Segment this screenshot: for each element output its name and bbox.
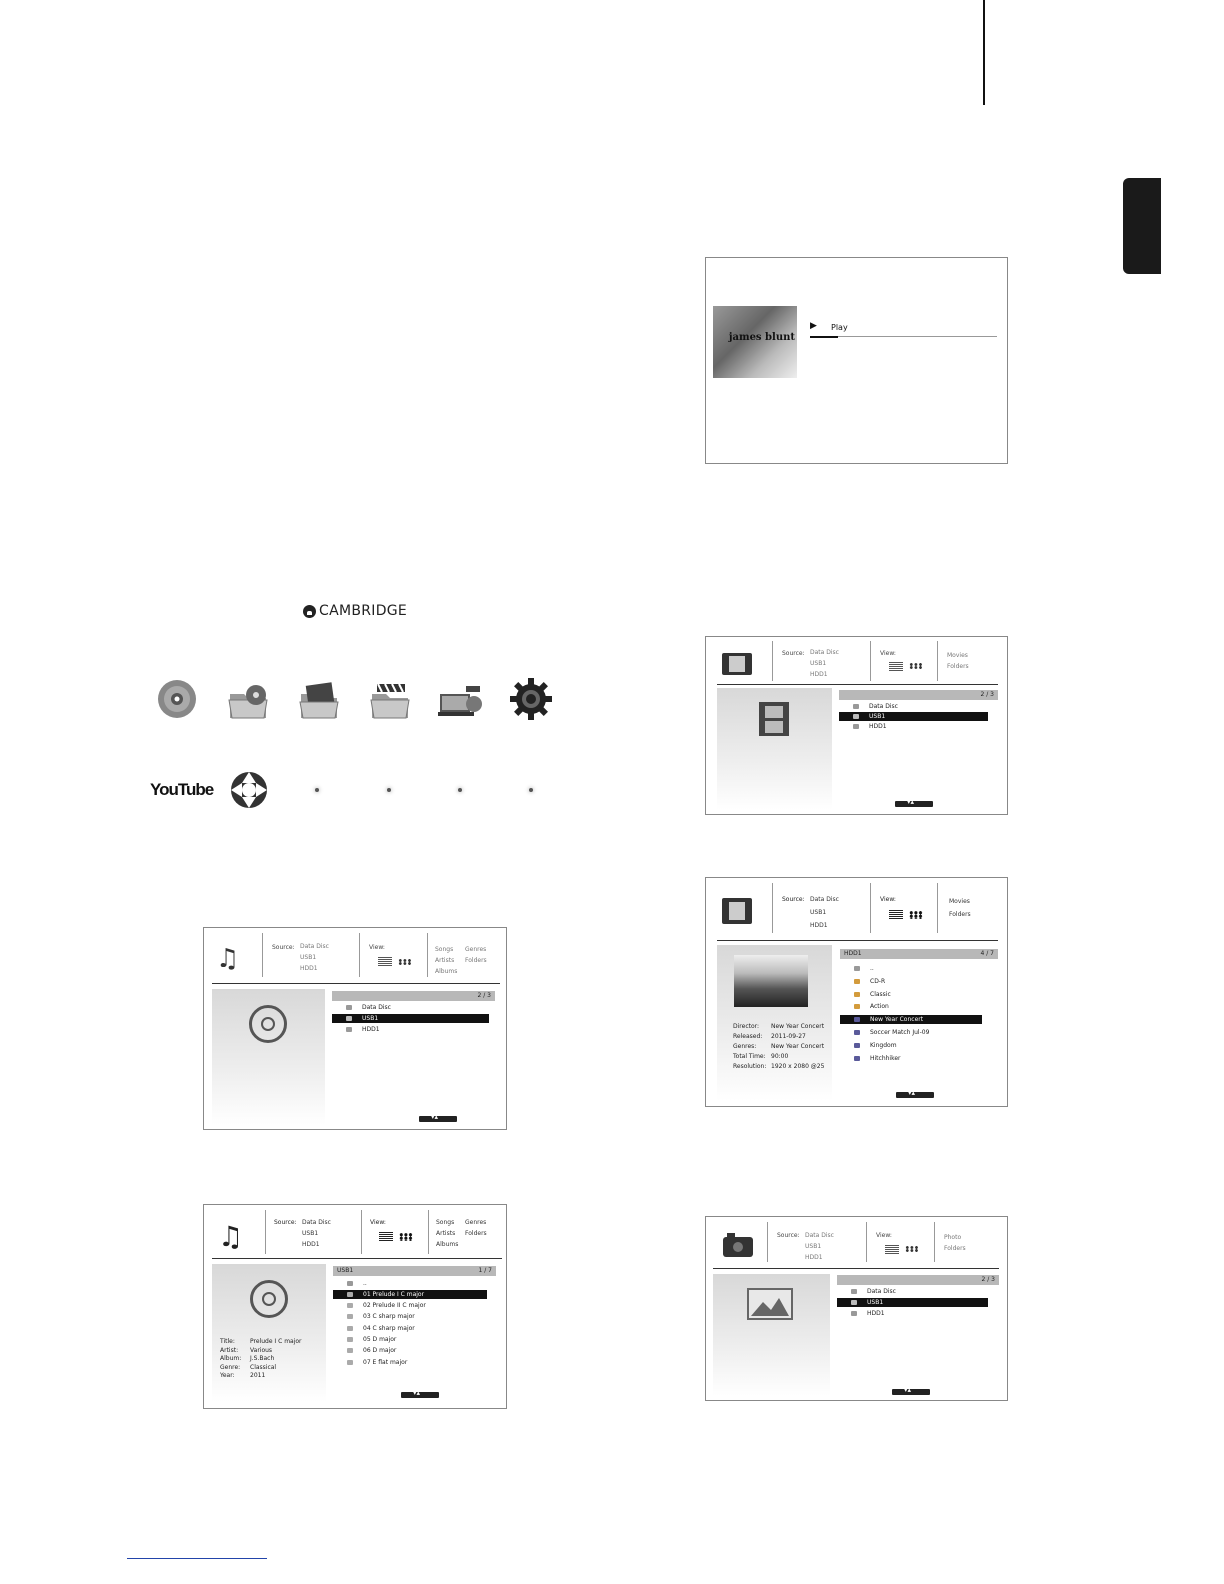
meta-value: Various	[250, 1346, 273, 1354]
source-option[interactable]: USB1	[300, 954, 317, 961]
list-item[interactable]: Data Disc	[332, 1003, 489, 1012]
movie-folder-icon[interactable]	[368, 676, 414, 722]
list-header	[332, 991, 495, 1001]
scroll-button[interactable]	[401, 1392, 439, 1398]
section-tab	[1123, 178, 1161, 274]
source-option[interactable]: Data Disc	[300, 943, 329, 950]
grid-view-icon[interactable]	[398, 959, 412, 965]
footer-rule	[127, 1558, 267, 1559]
list-item[interactable]: ..	[333, 1279, 487, 1288]
film-icon	[722, 653, 752, 675]
music-file-icon	[347, 1326, 353, 1331]
list-title: USB1	[337, 1267, 354, 1274]
list-item[interactable]: 06 D major	[333, 1346, 487, 1355]
list-item[interactable]: Classic	[840, 990, 982, 999]
meta-value: 90:00	[771, 1053, 789, 1060]
item-count: 2 / 3	[981, 1276, 995, 1283]
item-count: 1 / 7	[478, 1267, 492, 1274]
filter-option[interactable]: Folders	[944, 1245, 966, 1252]
music-file-icon	[347, 1303, 353, 1308]
view-label: View:	[369, 944, 385, 951]
network-media-icon[interactable]	[436, 676, 482, 722]
grid-view-icon[interactable]	[399, 1233, 413, 1241]
empty-slot-dot	[387, 788, 391, 792]
meta-value: New Year Concert	[771, 1043, 825, 1050]
meta-key: Genres:	[733, 1043, 757, 1050]
preview-panel	[717, 688, 832, 810]
source-option[interactable]: HDD1	[810, 671, 828, 678]
list-header	[837, 1275, 999, 1285]
list-view-icon[interactable]	[379, 1232, 393, 1241]
scroll-button[interactable]	[896, 1092, 934, 1098]
play-underline	[810, 336, 997, 337]
source-option[interactable]: Data Disc	[810, 896, 839, 903]
filter-option[interactable]: Genres	[465, 1219, 487, 1226]
folder-icon	[854, 992, 860, 997]
music-source-screen	[203, 927, 507, 1130]
list-item[interactable]: ..	[840, 964, 982, 973]
list-view-icon[interactable]	[889, 662, 903, 671]
preview-panel	[713, 1274, 830, 1396]
list-item[interactable]: Soccer Match Jul-09	[840, 1028, 982, 1037]
cambridge-logo	[303, 603, 407, 619]
movie-file-icon	[854, 1056, 860, 1061]
source-option[interactable]: USB1	[810, 660, 827, 667]
list-item[interactable]: 03 C sharp major	[333, 1312, 487, 1321]
grid-view-icon[interactable]	[905, 1246, 919, 1252]
empty-slot-dot	[458, 788, 462, 792]
picasa-icon[interactable]	[226, 767, 272, 813]
youtube-logo[interactable]	[150, 779, 213, 801]
source-option[interactable]: USB1	[805, 1243, 822, 1250]
list-item[interactable]: Data Disc	[839, 702, 988, 711]
list-header	[839, 690, 998, 700]
top-rule	[983, 0, 985, 105]
filter-option[interactable]: Songs	[435, 946, 454, 953]
list-item[interactable]: 02 Prelude II C major	[333, 1301, 487, 1310]
disc-icon	[851, 1289, 857, 1294]
play-icon: ▶	[810, 321, 817, 331]
album-art	[713, 306, 797, 378]
music-file-icon	[347, 1292, 353, 1297]
empty-slot-dot	[315, 788, 319, 792]
list-title: HDD1	[844, 950, 862, 957]
list-item[interactable]: 05 D major	[333, 1335, 487, 1344]
movie-files-screen	[705, 877, 1008, 1107]
list-item[interactable]: HDD1	[332, 1025, 489, 1034]
source-option[interactable]: HDD1	[300, 965, 318, 972]
usb-icon	[851, 1300, 857, 1305]
list-item[interactable]: Hitchhiker	[840, 1054, 982, 1063]
source-label: Source:	[274, 1219, 297, 1226]
disc-icon[interactable]	[154, 676, 200, 722]
list-item-selected[interactable]: USB1	[332, 1014, 489, 1023]
filter-option[interactable]: Folders	[947, 663, 969, 670]
scroll-button[interactable]	[895, 801, 933, 807]
list-item-selected[interactable]: New Year Concert	[840, 1015, 982, 1024]
list-item[interactable]: Data Disc	[837, 1287, 988, 1296]
usb-icon	[346, 1016, 352, 1021]
list-item[interactable]: 04 C sharp major	[333, 1324, 487, 1333]
filter-option[interactable]: Movies	[949, 898, 970, 905]
source-option[interactable]: HDD1	[805, 1254, 823, 1261]
music-file-icon	[347, 1314, 353, 1319]
list-item[interactable]: HDD1	[839, 722, 988, 731]
music-note-icon: ♫	[216, 944, 240, 974]
view-label: View:	[370, 1219, 386, 1226]
filter-option[interactable]: Artists	[435, 957, 455, 964]
filter-option[interactable]: Songs	[436, 1219, 455, 1226]
preview-panel	[212, 989, 325, 1125]
filter-option[interactable]: Movies	[947, 652, 968, 659]
view-label: View:	[880, 896, 896, 903]
list-item[interactable]: 07 E flat major	[333, 1358, 487, 1367]
list-header	[333, 1266, 496, 1276]
list-item[interactable]: CD-R	[840, 977, 982, 986]
movie-file-icon	[854, 1043, 860, 1048]
source-label: Source:	[782, 896, 805, 903]
hdd-icon	[346, 1027, 352, 1032]
album-art-text: james blunt	[728, 332, 795, 343]
play-underline-accent	[810, 336, 838, 338]
music-disc-icon	[249, 1005, 287, 1043]
music-disc-icon	[250, 1280, 288, 1318]
folder-icon	[854, 1004, 860, 1009]
list-header	[840, 949, 998, 959]
list-item[interactable]: Action	[840, 1002, 982, 1011]
empty-slot-dot	[529, 788, 533, 792]
disc-icon	[853, 704, 859, 709]
list-view-icon[interactable]	[889, 910, 903, 919]
item-count: 2 / 3	[477, 992, 491, 999]
view-label: View:	[880, 650, 896, 657]
movie-file-icon	[854, 1030, 860, 1035]
album-play-screen	[705, 257, 1008, 464]
meta-value: J.S.Bach	[250, 1355, 275, 1362]
music-file-icon	[347, 1337, 353, 1342]
source-option[interactable]: HDD1	[810, 922, 828, 929]
list-item-selected[interactable]: 01 Prelude I C major	[333, 1290, 487, 1299]
grid-view-icon[interactable]	[909, 663, 923, 669]
list-item[interactable]: HDD1	[837, 1309, 988, 1318]
concert-thumbnail	[734, 955, 808, 1007]
item-count: 4 / 7	[980, 950, 994, 957]
scroll-button[interactable]	[419, 1116, 457, 1122]
preview-panel	[212, 1264, 326, 1402]
meta-value: New Year Concert	[771, 1023, 825, 1030]
hdd-icon	[851, 1311, 857, 1316]
film-icon	[722, 898, 752, 924]
filter-option[interactable]: Folders	[465, 1230, 487, 1237]
music-folder-icon[interactable]	[226, 676, 272, 722]
hdd-icon	[853, 724, 859, 729]
list-item[interactable]: Kingdom	[840, 1041, 982, 1050]
list-view-icon[interactable]	[885, 1245, 899, 1254]
image-placeholder-icon	[747, 1288, 793, 1320]
photo-folder-icon[interactable]	[297, 676, 343, 722]
filter-option[interactable]: Genres	[465, 946, 487, 953]
filter-option[interactable]: Photo	[944, 1234, 962, 1241]
music-note-icon: ♫	[218, 1220, 244, 1253]
logo-text: CAMBRIDGE	[319, 603, 408, 619]
music-file-icon	[347, 1360, 353, 1365]
camera-icon	[723, 1237, 753, 1257]
source-label: Source:	[272, 944, 295, 951]
source-option[interactable]: USB1	[302, 1230, 319, 1237]
disc-icon	[346, 1005, 352, 1010]
meta-key: Resolution:	[733, 1063, 767, 1070]
meta-value: Classical	[250, 1363, 277, 1371]
music-file-icon	[347, 1348, 353, 1353]
folder-icon	[854, 979, 860, 984]
meta-value: 2011-09-27	[771, 1033, 806, 1040]
film-strip-icon	[759, 702, 789, 736]
source-label: Source:	[782, 650, 805, 657]
filter-option[interactable]: Folders	[465, 957, 487, 964]
view-label: View:	[876, 1232, 892, 1239]
up-folder-icon	[347, 1281, 353, 1286]
list-view-icon[interactable]	[378, 957, 392, 966]
meta-key: Director:	[733, 1023, 760, 1030]
meta-value: 2011	[250, 1372, 266, 1379]
filter-option[interactable]: Albums	[435, 968, 458, 975]
filter-option[interactable]: Artists	[436, 1230, 456, 1237]
settings-gear-icon[interactable]	[508, 676, 554, 722]
list-item-selected[interactable]: USB1	[839, 712, 988, 721]
item-count: 2 / 3	[980, 691, 994, 698]
meta-key: Total Time:	[733, 1053, 766, 1060]
source-option[interactable]: Data Disc	[810, 649, 839, 656]
play-option[interactable]: Play	[831, 323, 848, 332]
movie-source-screen	[705, 636, 1008, 815]
meta-key: Artist:	[220, 1346, 239, 1354]
meta-key: Album:	[220, 1355, 242, 1362]
filter-option[interactable]: Folders	[949, 911, 971, 918]
meta-key: Year:	[220, 1372, 235, 1379]
filter-option[interactable]: Albums	[436, 1241, 459, 1248]
meta-key: Released:	[733, 1033, 763, 1040]
meta-value: Prelude I C major	[250, 1338, 302, 1345]
logo-mark-icon	[303, 605, 316, 618]
youtube-text: YouTube	[150, 780, 214, 799]
source-label: Source:	[777, 1232, 800, 1239]
movie-file-icon	[854, 1017, 860, 1022]
meta-key: Title:	[220, 1338, 235, 1345]
meta-key: Genre:	[220, 1363, 241, 1371]
grid-view-icon[interactable]	[909, 911, 923, 919]
list-item-selected[interactable]: USB1	[837, 1298, 988, 1307]
music-files-screen	[203, 1204, 507, 1409]
photo-source-screen	[705, 1216, 1008, 1401]
source-option[interactable]: Data Disc	[302, 1219, 331, 1226]
up-folder-icon	[854, 966, 860, 971]
source-option[interactable]: Data Disc	[805, 1232, 834, 1239]
usb-icon	[853, 714, 859, 719]
scroll-button[interactable]	[892, 1389, 930, 1395]
source-option[interactable]: USB1	[810, 909, 827, 916]
meta-value: 1920 x 2080 @25	[771, 1063, 825, 1070]
source-option[interactable]: HDD1	[302, 1241, 320, 1248]
